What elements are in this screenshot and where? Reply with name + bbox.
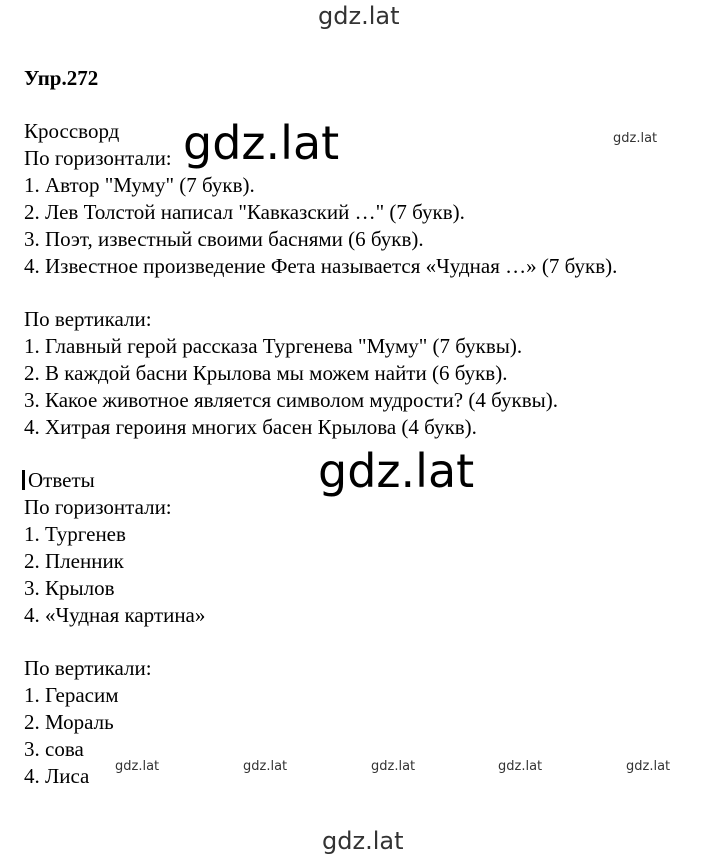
vertical-heading: По вертикали:: [24, 307, 152, 331]
horizontal-clue: 2. Лев Толстой написал "Кавказский …" (7 букв).: [24, 200, 465, 224]
watermark-small: gdz.lat: [613, 131, 658, 146]
vertical-clue: 3. Какое животное является символом мудрости? (4 буквы).: [24, 388, 558, 412]
answer-vertical: 1. Герасим: [24, 683, 119, 707]
vertical-clue: 1. Главный герой рассказа Тургенева "Муму" (7 буквы).: [24, 334, 523, 358]
watermark-small: gdz.lat: [115, 759, 160, 774]
watermark-small: gdz.lat: [498, 759, 543, 774]
answer-horizontal: 4. «Чудная картина»: [24, 603, 206, 627]
answer-horizontal: 1. Тургенев: [24, 522, 126, 546]
answers-vertical-heading: По вертикали:: [24, 656, 152, 680]
watermark-bottom: gdz.lat: [322, 827, 404, 855]
horizontal-clue: 3. Поэт, известный своими баснями (6 букв).: [24, 227, 424, 251]
vertical-clue: 2. В каждой басни Крылова мы можем найти (6 букв).: [24, 361, 508, 385]
horizontal-clue: 4. Известное произведение Фета называется «Чудная …» (7 букв).: [24, 254, 618, 278]
watermark-large: gdz.lat: [183, 116, 340, 170]
watermark-small: gdz.lat: [626, 759, 671, 774]
answer-vertical: 2. Мораль: [24, 710, 114, 734]
answers-horizontal-heading: По горизонтали:: [24, 495, 172, 519]
watermark-small: gdz.lat: [243, 759, 288, 774]
answer-vertical: 4. Лиса: [24, 764, 90, 788]
watermark-large: gdz.lat: [318, 444, 475, 498]
horizontal-clue: 1. Автор "Муму" (7 букв).: [24, 173, 255, 197]
crossword-heading: Кроссворд: [24, 119, 120, 143]
exercise-title: Упр.272: [24, 66, 99, 90]
watermark-small: gdz.lat: [371, 759, 416, 774]
answer-horizontal: 3. Крылов: [24, 576, 115, 600]
answers-heading: Ответы: [28, 468, 95, 492]
vertical-clue: 4. Хитрая героиня многих басен Крылова (4 букв).: [24, 415, 477, 439]
answer-horizontal: 2. Пленник: [24, 549, 124, 573]
watermark-top: gdz.lat: [318, 2, 400, 30]
horizontal-heading: По горизонтали:: [24, 146, 172, 170]
text-cursor: [22, 470, 25, 490]
answer-vertical: 3. сова: [24, 737, 84, 761]
